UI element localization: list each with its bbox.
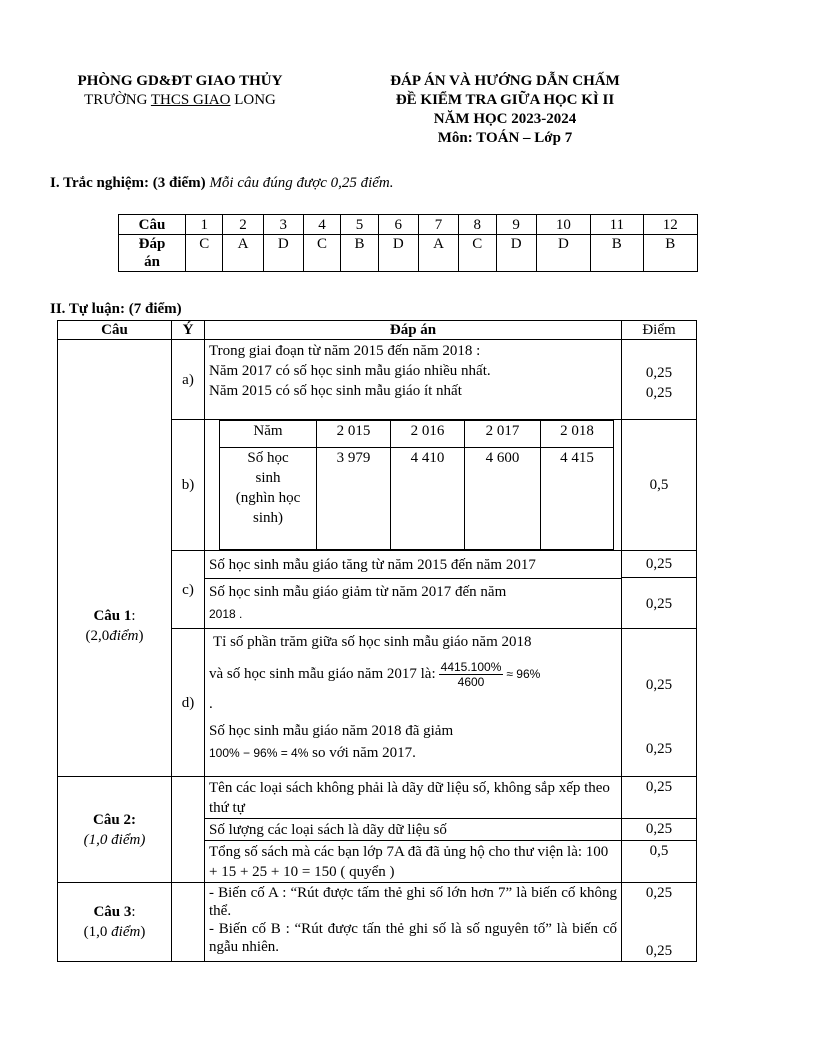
q1-cell bbox=[58, 340, 172, 777]
question-number: 1 bbox=[186, 215, 223, 235]
essay-header-row bbox=[58, 321, 697, 340]
q2-points-2: 0,25 bbox=[622, 819, 697, 841]
q3-points-2: 0,25 bbox=[645, 943, 673, 959]
population-table bbox=[219, 420, 614, 550]
q3-answer-line: - Biến cố A : “Rút được tấm thẻ ghi số lớn hơn 7” là biến cố không thể. bbox=[209, 885, 617, 919]
exam-title: ĐỀ KIỂM TRA GIỮA HỌC KÌ II bbox=[395, 92, 615, 108]
q2-answer-3: Tổng số sách mà các bạn lớp 7A đã đã ủng hộ cho thư viện là: 100 + 15 + 25 + 10 = 150 ( quyển ) bbox=[205, 841, 622, 883]
answer-letter: A bbox=[223, 235, 263, 272]
students-value: 4 600 bbox=[465, 448, 541, 550]
q3-label-text: Câu 3 bbox=[93, 904, 132, 920]
q1-pts-word: điểm bbox=[109, 627, 139, 644]
q2-row-1 bbox=[58, 777, 697, 819]
essay-table bbox=[57, 320, 697, 962]
points-c bbox=[622, 551, 697, 629]
question-number: 6 bbox=[378, 215, 418, 235]
answer-a-line: Năm 2017 có số học sinh mẫu giáo nhiều nhất. bbox=[209, 363, 491, 379]
year-cell: 2 016 bbox=[391, 421, 465, 448]
students-header-line: sinh) bbox=[253, 510, 283, 526]
answer-d-line bbox=[209, 742, 617, 764]
q2-points: (1,0 điểm) bbox=[83, 831, 146, 848]
ratio-fraction bbox=[439, 660, 504, 689]
q1-a-row bbox=[58, 340, 697, 420]
answer-c-line: Số học sinh mẫu giáo tăng từ năm 2015 đến năm 2017 bbox=[205, 552, 621, 579]
answer-a-line: Trong giai đoạn từ năm 2015 đến năm 2018 : bbox=[209, 343, 481, 359]
school-name bbox=[45, 91, 315, 110]
answer-c-line: 2018 . bbox=[209, 607, 243, 621]
students-header-line: (nghìn học bbox=[235, 490, 301, 506]
q2-points-3: 0,5 bbox=[622, 841, 697, 883]
q3-points bbox=[58, 922, 171, 942]
part1-title: I. Trắc nghiệm: (3 điểm) bbox=[50, 175, 206, 191]
q3-points-1: 0,25 bbox=[645, 885, 673, 901]
q3-pts-part: ) bbox=[140, 924, 146, 940]
approx-value: ≈ 96% bbox=[506, 667, 541, 681]
answer-letter: C bbox=[186, 235, 223, 272]
answer-header bbox=[119, 235, 186, 272]
answer-d-text: và số học sinh mẫu giáo năm 2017 là: bbox=[209, 666, 436, 682]
answer-d-formula-line bbox=[209, 654, 617, 694]
item-c: c) bbox=[172, 551, 205, 629]
part2-title: II. Tự luận: (7 điểm) bbox=[50, 301, 182, 317]
question-number: 5 bbox=[341, 215, 378, 235]
points-b: 0,5 bbox=[622, 420, 697, 551]
fraction-denominator: 4600 bbox=[457, 675, 485, 690]
question-number: 12 bbox=[643, 215, 697, 235]
school-year: NĂM HỌC 2023-2024 bbox=[433, 111, 577, 127]
subject: Môn: TOÁN – Lớp 7 bbox=[437, 130, 573, 146]
answer-c-line: Số học sinh mẫu giáo giảm từ năm 2017 đến năm bbox=[209, 584, 507, 600]
q2-cell bbox=[58, 777, 172, 883]
question-number: 11 bbox=[591, 215, 643, 235]
part1-heading bbox=[50, 175, 394, 192]
item-b: b) bbox=[172, 420, 205, 551]
answer-a bbox=[205, 340, 622, 420]
q2-label: Câu 2: bbox=[93, 811, 136, 828]
points-a-2: 0,25 bbox=[645, 385, 673, 401]
school-name-part: LONG bbox=[230, 92, 276, 108]
q3-cell bbox=[58, 883, 172, 962]
answer-letter: D bbox=[496, 235, 536, 272]
question-number: 7 bbox=[418, 215, 458, 235]
q3-answer-line: - Biến cố B : “Rút được tấn thẻ ghi số là số nguyên tố” là biến cố ngẫu nhiên. bbox=[209, 921, 617, 955]
year-cell: 2 018 bbox=[541, 421, 614, 448]
points-d bbox=[622, 629, 697, 777]
answer-letter: B bbox=[591, 235, 643, 272]
students-header bbox=[220, 448, 317, 550]
students-header-line: Số học bbox=[247, 450, 289, 466]
students-value: 4 415 bbox=[541, 448, 614, 550]
points-d-1: 0,25 bbox=[645, 677, 673, 693]
department-name: PHÒNG GD&ĐT GIAO THỦY bbox=[77, 73, 283, 89]
answer-d-line: Tỉ số phần trăm giữa số học sinh mẫu giáo năm 2018 bbox=[213, 634, 532, 650]
school-name-part: TRƯỜNG bbox=[84, 92, 151, 108]
school-name-underlined: THCS GIAO bbox=[150, 92, 231, 108]
students-value: 4 410 bbox=[391, 448, 465, 550]
answer-row bbox=[119, 235, 698, 272]
item-d: d) bbox=[172, 629, 205, 777]
question-number: 2 bbox=[223, 215, 263, 235]
points-c-2: 0,25 bbox=[645, 596, 673, 612]
answer-letter: D bbox=[378, 235, 418, 272]
answer-d-dot: . bbox=[209, 696, 213, 712]
year-header: Năm bbox=[220, 421, 317, 448]
question-number: 4 bbox=[303, 215, 340, 235]
question-row bbox=[119, 215, 698, 235]
q2-points-1: 0,25 bbox=[622, 777, 697, 819]
answer-header-line: Đáp bbox=[138, 236, 166, 252]
answer-letter: D bbox=[536, 235, 590, 272]
question-number: 9 bbox=[496, 215, 536, 235]
col-answer: Đáp án bbox=[205, 321, 622, 340]
year-row bbox=[220, 421, 614, 448]
question-header: Câu bbox=[119, 215, 186, 235]
students-header-line: sinh bbox=[255, 470, 281, 486]
students-value: 3 979 bbox=[317, 448, 391, 550]
q3-answer bbox=[205, 883, 622, 962]
answer-d-text: so với năm 2017. bbox=[308, 745, 416, 761]
q3-item-cell bbox=[172, 883, 205, 962]
points-d-2: 0,25 bbox=[645, 741, 673, 757]
answer-header-line: án bbox=[144, 254, 160, 270]
students-row bbox=[220, 448, 614, 550]
q3-points bbox=[622, 883, 697, 962]
q1-colon: : bbox=[131, 607, 136, 624]
q3-pts-part: (1,0 bbox=[83, 924, 112, 940]
doc-title: ĐÁP ÁN VÀ HƯỚNG DẪN CHẤM bbox=[390, 73, 620, 89]
q1-label-text: Câu 1 bbox=[93, 607, 132, 624]
q3-pts-word: điểm bbox=[111, 924, 141, 940]
answer-letter: D bbox=[263, 235, 303, 272]
multiple-choice-table bbox=[118, 214, 698, 272]
question-number: 10 bbox=[536, 215, 590, 235]
fraction-numerator: 4415.100% bbox=[440, 660, 502, 675]
q1-label bbox=[58, 606, 171, 626]
answer-a-line: Năm 2015 có số học sinh mẫu giáo ít nhất bbox=[209, 383, 462, 399]
q3-label bbox=[58, 902, 171, 922]
decrease-math: 100% − 96% = 4% bbox=[209, 746, 309, 760]
col-item: Ý bbox=[172, 321, 205, 340]
q2-answer-1: Tên các loại sách không phải là dãy dữ liệu số, không sắp xếp theo thứ tự bbox=[205, 777, 622, 819]
q2-answer-2: Số lượng các loại sách là dãy dữ liệu số bbox=[205, 819, 622, 841]
answer-letter: C bbox=[459, 235, 496, 272]
part1-note: Mỗi câu đúng được 0,25 điểm. bbox=[209, 175, 394, 191]
answer-b bbox=[205, 420, 622, 551]
answer-d bbox=[205, 629, 622, 777]
answer-d-line: Số học sinh mẫu giáo năm 2018 đã giảm bbox=[209, 723, 454, 739]
q1-pts-part: ) bbox=[138, 627, 144, 644]
question-number: 3 bbox=[263, 215, 303, 235]
year-cell: 2 017 bbox=[465, 421, 541, 448]
q2-item-cell bbox=[172, 777, 205, 883]
q3-colon: : bbox=[131, 904, 136, 920]
answer-letter: B bbox=[341, 235, 378, 272]
points-c-1: 0,25 bbox=[622, 551, 696, 578]
col-points: Điểm bbox=[622, 321, 697, 340]
answer-letter: A bbox=[418, 235, 458, 272]
points-a bbox=[622, 340, 697, 420]
item-a: a) bbox=[172, 340, 205, 420]
school-header bbox=[45, 72, 315, 110]
exam-header bbox=[340, 72, 670, 148]
year-cell: 2 015 bbox=[317, 421, 391, 448]
q3-row bbox=[58, 883, 697, 962]
answer-c bbox=[205, 551, 622, 629]
answer-letter: C bbox=[303, 235, 340, 272]
points-a-1: 0,25 bbox=[645, 365, 673, 381]
q1-points bbox=[58, 626, 171, 646]
question-number: 8 bbox=[459, 215, 496, 235]
col-question: Câu bbox=[58, 321, 172, 340]
q1-pts-part: (2,0 bbox=[85, 627, 110, 644]
answer-letter: B bbox=[643, 235, 697, 272]
